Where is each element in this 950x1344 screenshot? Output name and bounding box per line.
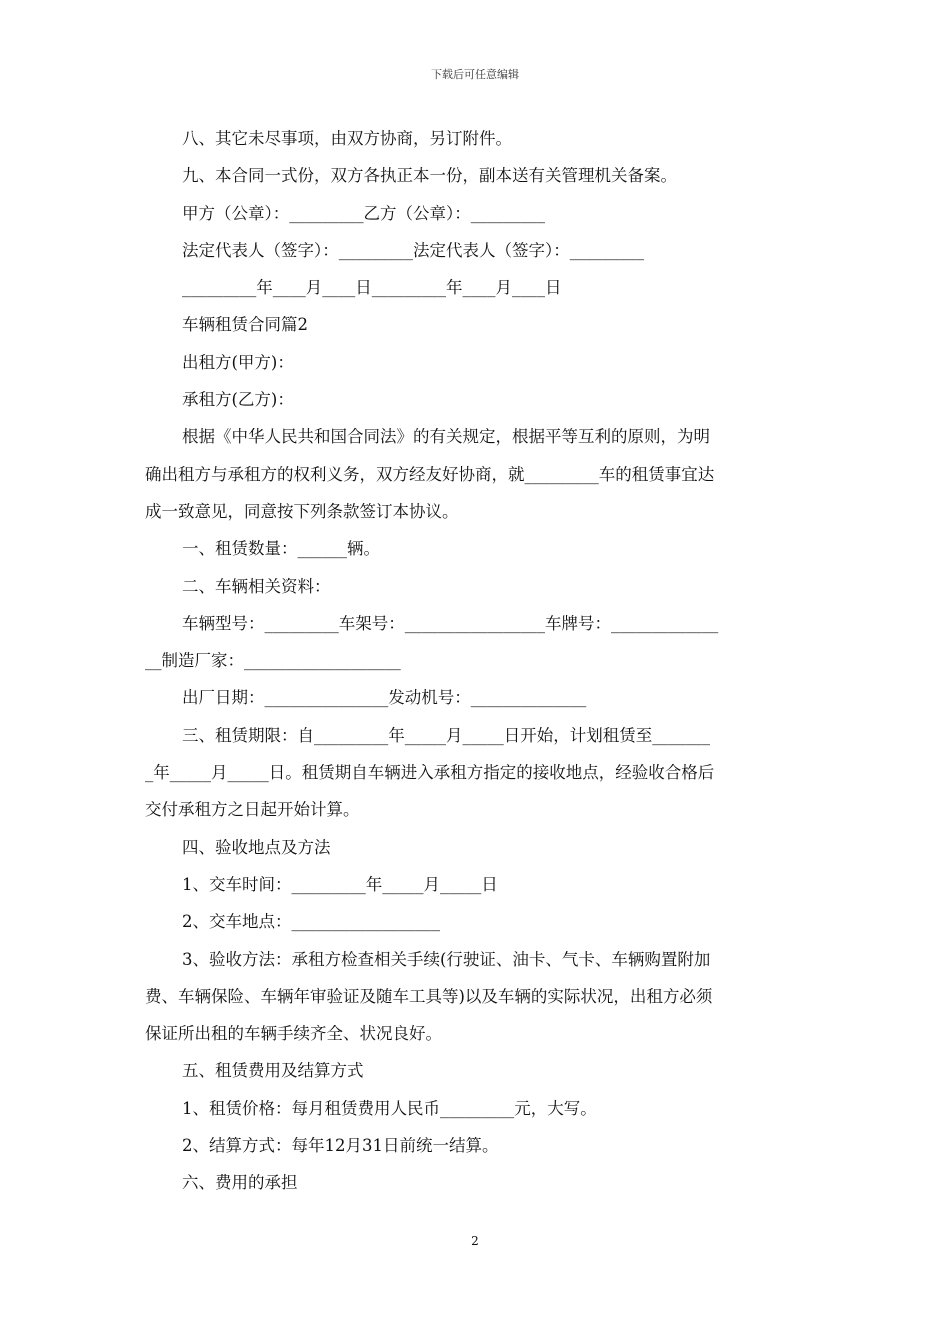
text-line: 确出租方与承租方的权利义务，双方经友好协商，就_________车的租赁事宜达 xyxy=(145,464,715,484)
text-line: 八、其它未尽事项，由双方协商，另订附件。 xyxy=(182,129,512,148)
text-line: 九、本合同一式份，双方各执正本一份，副本送有关管理机关备案。 xyxy=(182,166,677,186)
text-line: 五、租赁费用及结算方式 xyxy=(182,1061,364,1081)
section-title: 车辆租赁合同篇2 xyxy=(182,315,308,335)
text-line: 车辆型号：_________车架号：_________________车牌号：_____________ xyxy=(182,613,719,633)
text-line: 根据《中华人民共和国合同法》的有关规定，根据平等互利的原则，为明 xyxy=(182,427,710,447)
text-line: 出厂日期：_______________发动机号：______________ xyxy=(182,688,587,708)
text-line: 2、交车地点：__________________ xyxy=(182,912,440,932)
text-line: 甲方（公章）：_________乙方（公章）：_________ xyxy=(182,203,545,223)
text-line: 法定代表人（签字）：_________法定代表人（签字）：_________ xyxy=(182,240,644,260)
text-line: _________年____月____日_________年____月____日 xyxy=(182,278,562,298)
text-line: 2、结算方式：每年12月31日前统一结算。 xyxy=(182,1136,499,1156)
text-line: 二、车辆相关资料： xyxy=(182,576,331,596)
text-line: 承租方(乙方)： xyxy=(182,390,294,410)
text-line: 一、租赁数量：______辆。 xyxy=(182,539,380,559)
text-line: __制造厂家：___________________ xyxy=(145,651,401,671)
text-line: 3、验收方法：承租方检查相关手续(行驶证、油卡、气卡、车辆购置附加 xyxy=(182,949,711,969)
text-line: 四、验收地点及方法 xyxy=(182,837,331,857)
page-header: 下载后可任意编辑 xyxy=(431,68,519,81)
text-line: 费、车辆保险、车辆年审验证及随车工具等)以及车辆的实际状况，出租方必须 xyxy=(145,986,713,1006)
text-line: 出租方(甲方)： xyxy=(182,352,294,372)
text-line: 交付承租方之日起开始计算。 xyxy=(145,800,360,820)
document-body xyxy=(145,120,807,1202)
text-line: 1、租赁价格：每月租赁费用人民币_________元，大写。 xyxy=(182,1098,597,1118)
text-line: 1、交车时间：_________年_____月_____日 xyxy=(182,874,498,894)
text-line: 六、费用的承担 xyxy=(182,1173,298,1193)
text-line: _年_____月_____日。租赁期自车辆进入承租方指定的接收地点，经验收合格后 xyxy=(145,763,715,783)
page-number: 2 xyxy=(471,1234,479,1248)
text-line: 保证所出租的车辆手续齐全、状况良好。 xyxy=(145,1024,442,1044)
text-line: 成一致意见，同意按下列条款签订本协议。 xyxy=(145,501,459,521)
text-line: 三、租赁期限：自_________年_____月_____日开始，计划租赁至_______ xyxy=(182,725,710,745)
